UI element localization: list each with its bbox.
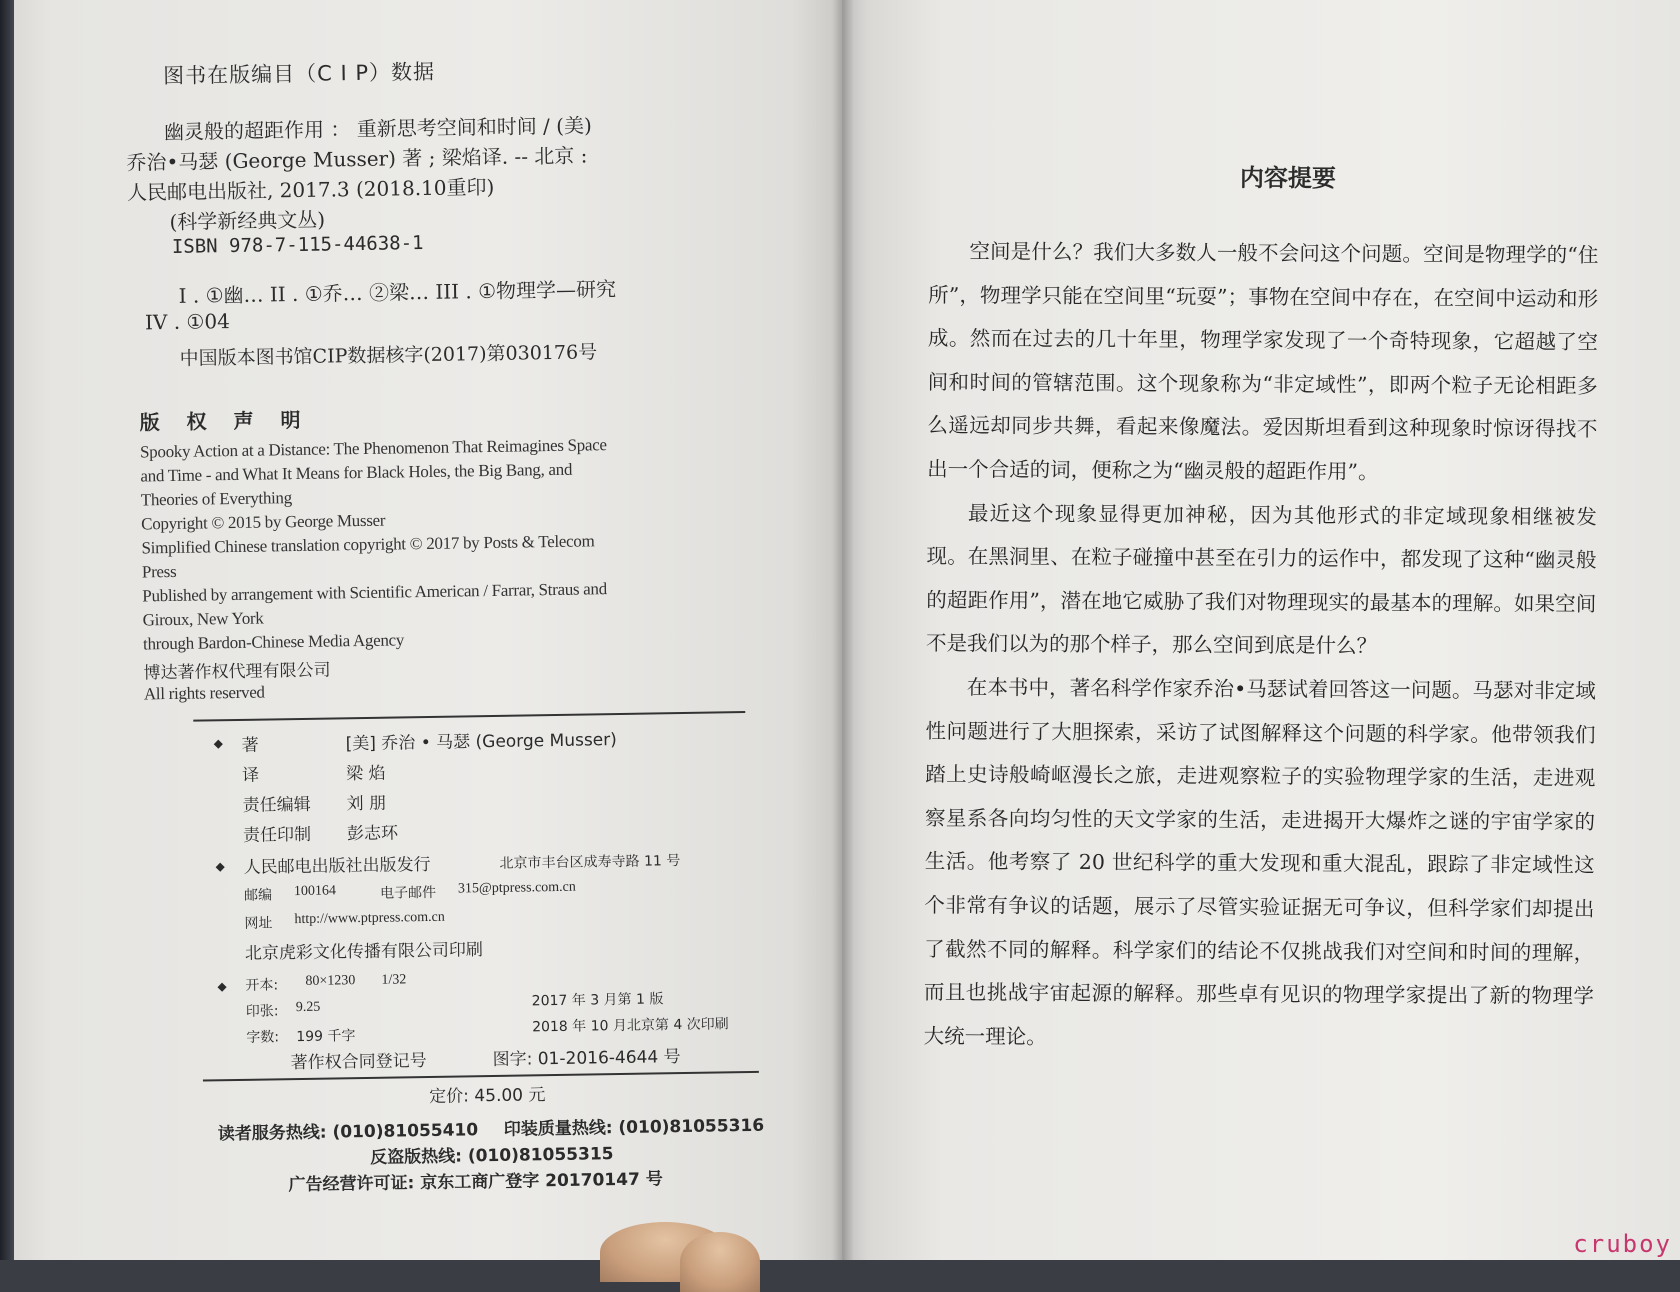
credits-bottom-rule xyxy=(203,1071,759,1082)
reader-service-hotline: 读者服务热线: (010)81055410 xyxy=(217,1120,479,1145)
words-label: 字数: xyxy=(246,1029,280,1046)
cip-isbn: ISBN 978-7-115-44638-1 xyxy=(171,231,424,258)
rights-reserved: All rights reserved xyxy=(143,682,265,704)
website-label: 网址 xyxy=(244,915,273,932)
diamond-bullet: ◆ xyxy=(213,736,223,751)
format-label: 开本: xyxy=(245,977,279,994)
rights-line: Published by arrangement with Scientific American / Farrar, Straus and xyxy=(142,579,608,606)
advertising-license: 广告经营许可证: 京东工商广登字 20170147 号 xyxy=(288,1169,663,1196)
publisher: 人民邮电出版社出版发行 xyxy=(243,854,431,878)
edition: 2017 年 3 月第 1 版 xyxy=(531,991,664,1010)
email: 315@ptpress.com.cn xyxy=(457,879,576,897)
rights-agency-cn: 博达著作权代理有限公司 xyxy=(143,660,331,684)
printing: 2018 年 10 月北京第 4 次印刷 xyxy=(532,1016,729,1036)
credits-top-rule xyxy=(193,711,745,722)
cip-series-line: (科学新经典文丛) xyxy=(169,207,326,234)
website: http://www.ptpress.com.cn xyxy=(294,909,445,928)
summary-title: 内容提要 xyxy=(1239,163,1336,193)
summary-paragraph: 最近这个现象显得更加神秘，因为其他形式的非定域现象相继被发现。在黑洞里、在粒子碰撞中甚至在引力的运作中，都发现了这种“幽灵般的超距作用”，潜在地它威胁了我们对物理现实的最基本的理解。如果空间不是我们以为的那个样子，那么空间到底是什么？ xyxy=(925,500,1597,659)
cip-classification-1: I . ①幽… II . ①乔… ②梁… III . ①物理学—研究 xyxy=(178,276,617,308)
copyright-registration-label: 著作权合同登记号 xyxy=(290,1051,427,1074)
printer: 北京虎彩文化传播有限公司印刷 xyxy=(244,940,484,964)
summary-page xyxy=(834,0,1680,1263)
author-label: 著 xyxy=(241,735,259,756)
format-fraction: 1/32 xyxy=(381,972,407,988)
rights-heading: 版 权 声 明 xyxy=(139,407,311,435)
watermark: cruboy xyxy=(1573,1230,1672,1258)
cip-author-line: 乔治•马瑟 (George Musser) 著 ; 梁焰译. -- 北京 : xyxy=(126,143,588,175)
translator-value: 梁 焰 xyxy=(345,763,386,785)
sheets-label: 印张: xyxy=(245,1003,279,1020)
rights-line: Simplified Chinese translation copyright © 2017 by Posts & Telecom xyxy=(141,531,595,558)
cip-publisher-line: 人民邮电出版社, 2017.3 (2018.10重印) xyxy=(126,174,495,205)
rights-line: Spooky Action at a Distance: The Phenomenon That Reimagines Space xyxy=(139,435,607,462)
cip-record-number: 中国版本图书馆CIP数据核字(2017)第030176号 xyxy=(179,341,598,370)
print-supervisor-value: 彭志环 xyxy=(346,823,399,845)
format-value: 80×1230 xyxy=(305,973,356,989)
summary-paragraph: 在本书中，著名科学作家乔治•马瑟试着回答这一问题。马瑟对非定域性问题进行了大胆探索，采访了试图解释这个问题的科学家。他带领我们踏上史诗般崎岖漫长之旅，走进观察粒子的实验物理学家的生活，走进观察星系各向均匀性的天文学家的生活，走进揭开大爆炸之谜的宇宙学家的生活。他考察了 20 世纪科学的重大发现和重大混乱，跟踪了非定域性这个非常有争议的话题，展示了尽管实验证据无可争议，但科学家们却提出了截然不同的解释。科学家们的结论不仅挑战我们对空间和时间的理解，而且也挑战宇宙起源的解释。那些卓有见识的物理学家提出了新的物理学大统一理论。 xyxy=(923,675,1596,1049)
cip-title: 图书在版编目（C I P）数据 xyxy=(162,59,436,89)
diamond-bullet: ◆ xyxy=(215,859,225,874)
publisher-address: 北京市丰台区成寿寺路 11 号 xyxy=(499,853,681,872)
sheets-value: 9.25 xyxy=(295,999,321,1016)
rights-line: and Time - and What It Means for Black Holes, the Big Bang, and xyxy=(140,459,573,486)
words-value: 199 千字 xyxy=(296,1028,356,1046)
postcode: 100164 xyxy=(293,883,337,900)
print-supervisor-label: 责任印制 xyxy=(242,824,312,846)
rights-line: Press xyxy=(141,561,177,582)
diamond-bullet: ◆ xyxy=(217,979,227,994)
rights-line: Giroux, New York xyxy=(142,608,264,630)
postcode-label: 邮编 xyxy=(243,887,273,904)
price: 定价: 45.00 元 xyxy=(429,1085,546,1108)
editor-value: 刘 朋 xyxy=(346,793,387,815)
translator-label: 译 xyxy=(242,765,260,786)
summary-paragraph: 空间是什么？我们大多数人一般不会问这个问题。空间是物理学的“住所”，物理学只能在空间里“玩耍”；事物在空间中存在，在空间中运动和形成。然而在过去的几十年里，物理学家发现了一个奇特现象，它超越了空间和时间的管辖范围。这个现象称为“非定域性”，即两个粒子无论相距多么遥远却同步共舞，看起来像魔法。爱因斯坦看到这种现象时惊讶得找不出一个合适的词，便称之为“幽灵般的超距作用”。 xyxy=(927,239,1599,484)
email-label: 电子邮件 xyxy=(379,884,437,902)
copyright-registration-number: 图字: 01-2016-4644 号 xyxy=(492,1047,681,1071)
editor-label: 责任编辑 xyxy=(242,794,311,816)
anti-piracy-hotline: 反盗版热线: (010)81055315 xyxy=(370,1144,614,1168)
rights-line: Copyright © 2015 by George Musser xyxy=(141,510,386,534)
print-quality-hotline: 印装质量热线: (010)81055316 xyxy=(503,1115,765,1140)
rights-line: Theories of Everything xyxy=(140,488,293,510)
summary-body xyxy=(924,230,1599,1062)
fingertip xyxy=(680,1232,760,1292)
cip-book-title-line: 幽灵般的超距作用 ： 重新思考空间和时间 / (美) xyxy=(163,113,592,145)
cip-classification-2: IV . ①04 xyxy=(144,309,231,335)
author-value: [美] 乔治 • 马瑟 (George Musser) xyxy=(345,730,617,755)
rights-line: through Bardon-Chinese Media Agency xyxy=(142,630,405,654)
